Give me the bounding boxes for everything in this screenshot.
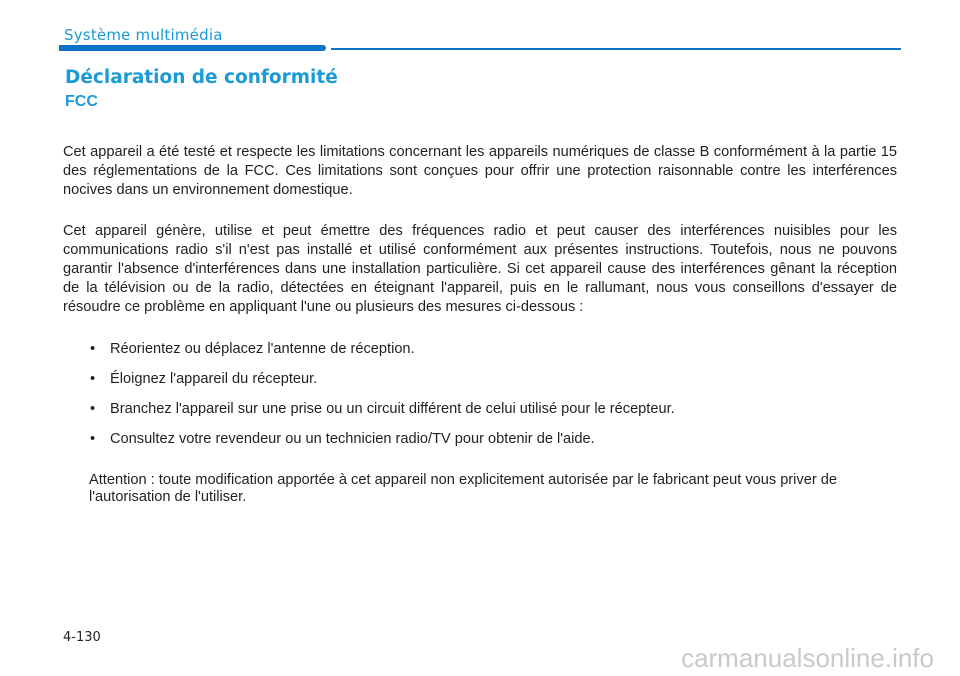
list-item-text: Éloignez l'appareil du récepteur. (110, 371, 318, 387)
section-label: Système multimédia (64, 26, 223, 44)
warning-note: Attention : toute modification apportée à cet appareil non explicitement autorisée par le fabricant peut vous priver de l'autorisation de l'utiliser. (89, 472, 837, 505)
list-item (90, 430, 890, 449)
bullet-icon: • (90, 341, 96, 357)
list-item (90, 340, 890, 359)
paragraph-fcc-limits: Cet appareil a été testé et respecte les limitations concernant les appareils numériques de classe B conformément à la partie 15 des réglementations de la FCC. Ces limitations sont conçues pour offrir une protection raisonnable contre les interférences nocives dans un environnement domestique. (63, 144, 897, 198)
list-item-text: Réorientez ou déplacez l'antenne de réception. (110, 341, 415, 357)
section-subtitle: FCC (65, 93, 98, 110)
list-item (90, 400, 890, 419)
paragraph-interference: Cet appareil génère, utilise et peut émettre des fréquences radio et peut causer des interférences nuisibles pour les communications radio s'il n'est pas installé et utilisé conformément aux présentes instructions. Toutefois, nous ne pouvons garantir l'absence d'interférences dans une installation particulière. Si cet appareil cause des interférences gênant la réception de la télévision ou de la radio, détectées en éteignant l'appareil, puis en le rallumant, nous vous conseillons d'essayer de résoudre ce problème en appliquant l'une ou plusieurs des mesures ci-dessous : (63, 223, 897, 315)
watermark: carmanualsonline.info (681, 643, 934, 673)
bullet-icon: • (90, 401, 96, 417)
list-item-text: Branchez l'appareil sur une prise ou un circuit différent de celui utilisé pour le récepteur. (110, 401, 675, 417)
measures-list (90, 340, 890, 460)
page-title: Déclaration de conformité (65, 67, 338, 88)
header-rule-thin (331, 48, 901, 50)
bullet-icon: • (90, 371, 96, 387)
header-rule-thick (59, 45, 326, 51)
list-item-text: Consultez votre revendeur ou un technicien radio/TV pour obtenir de l'aide. (110, 431, 595, 447)
bullet-icon: • (90, 431, 96, 447)
page-number: 4-130 (63, 630, 101, 645)
list-item (90, 370, 890, 389)
